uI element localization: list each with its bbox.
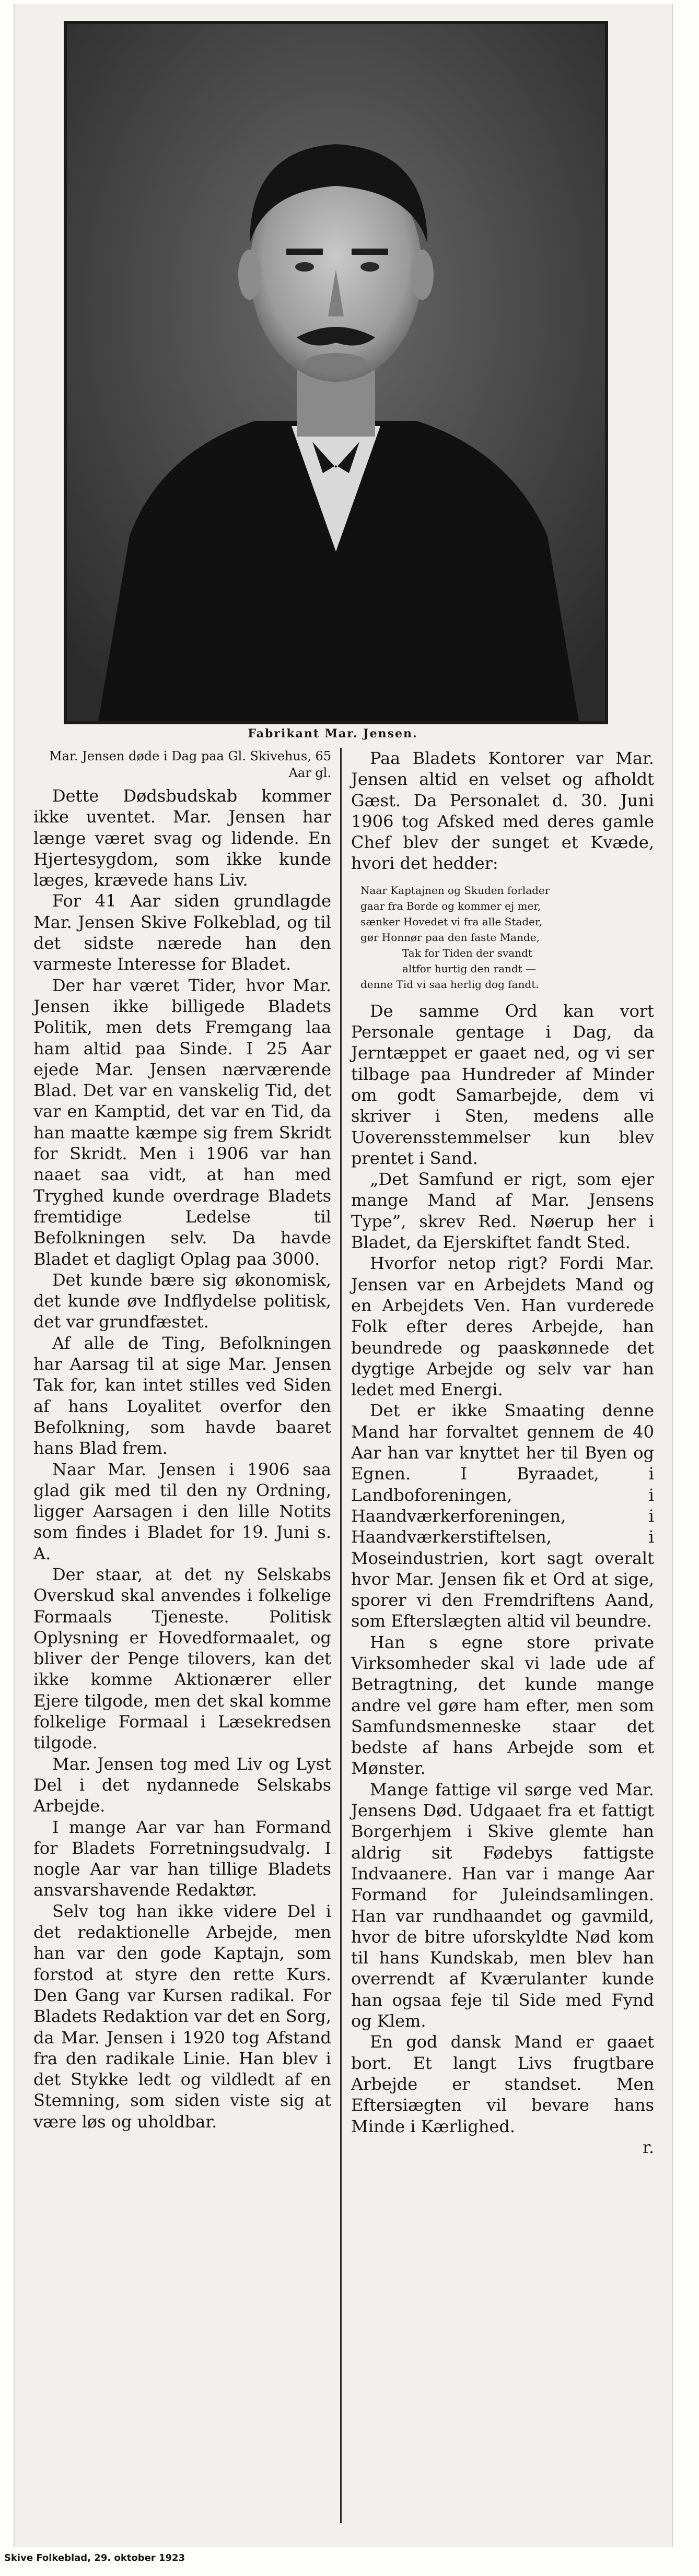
paragraph: Det er ikke Smaating denne Mand har forvaltet gennem de 40 Aar han var knyttet her til Byen og Egnen. I Byraadet, i Landboforeningen, i Haandværkerforeningen, i Haandværkerstiftelsen, i Moseindustrien, kort sagt overalt hvor Mar. Jensen fik et Ord at sige, sporer vi den Fremdriftens Aand, som Efterslægten altid vil beundre. [351,1401,654,1631]
paragraph: „Det Samfund er rigt, som ejer mange Mand af Mar. Jensens Type”, skrev Red. Nøerup her i Bladet, da Ejerskiftet fandt Sted. [351,1169,654,1253]
paragraph: De samme Ord kan vort Personale gentage i Dag, da Jerntæppet er gaaet ned, og vi ser tilbage paa Hundreder af Minder om godt Samarbejde, dem vi skriver i Sten, medens alle Uoverensstemmelser kun blev prentet i Sand. [351,1001,654,1168]
paragraph: Der har været Tider, hvor Mar. Jensen ikke billigede Bladets Politik, men dets Fremgang laa ham altid paa Sinde. I 25 Aar ejede Mar. Jensen nærværende Blad. Det var en vanskelig Tid, det var en Kamptid, det var en Tid, da han maatte kæmpe sig frem Skridt for Skridt. Men i 1906 var han naaet saa vidt, at han med Tryghed kunde overdrage Bladets fremtidige Ledelse til Befolkningen selv. Da havde Bladet et dagligt Oplag paa 3000. [33,975,331,1269]
paragraph: Det kunde bære sig økonomisk, det kunde øve Indflydelse politisk, det var grundfæstet. [33,1269,331,1332]
paragraph: Mange fattige vil sørge ved Mar. Jensens Død. Udgaaet fra et fattigt Borgerhjem i Skive glemte han aldrig sit Fødebys fattigste Indvaanere. Han var i mange Aar Formand for Juleindsamlingen. Han var rundhaandet og gavmild, hvor de bitre uforskyldte Nød kom til hans Kundskab, men blev han overrendt af Kværulanter kunde han ogsaa feje til Side med Fynd og Klem. [351,1779,654,2031]
paragraph: Naar Mar. Jensen i 1906 saa glad gik med til den ny Ordning, ligger Aarsagen i den lille Notits som findes i Bladet for 19. Juni s. A. [33,1459,331,1563]
paragraph: En god dansk Mand er gaaet bort. Et langt Livs frugtbare Arbejde er standset. Men Eftersiægten vil bevare hans Minde i Kærlighed. [351,2032,654,2136]
column-divider [340,748,342,2523]
verse-line: gør Honnør paa den faste Mande, [360,931,540,944]
death-notice: Mar. Jensen døde i Dag paa Gl. Skivehus, 65 Aar gl. [49,749,331,780]
verse-line: Naar Kaptajnen og Skuden forlader [360,884,550,897]
verse-line: gaar fra Borde og kommer ej mer, [360,899,541,912]
paragraph: Dette Dødsbudskab kommer ikke uventet. Mar. Jensen har længe været svag og lidende. En Hjertesygdom, som ikke kunde læges, krævede hans Liv. [33,786,331,890]
photo-caption: Fabrikant Mar. Jensen. [248,727,418,740]
verse-line: Tak for Tiden der svandt [402,946,532,959]
verse-line: sænker Hovedet vi fra alle Stader, [360,915,542,928]
paragraph: Selv tog han ikke videre Del i det redaktionelle Arbejde, men han var den gode Kaptajn, som forstod at styre den rette Kurs. Den Gang var Kursen radikal. For Bladets Redaktion var det en Sorg, da Mar. Jensen i 1920 tog Afstand fra den radikale Linie. Han blev i det Stykke ledt og vildledt af en Stemning, som siden viste sig at være løs og uholdbar. [33,1901,331,2132]
left-column [33,748,331,2132]
source-footer: Skive Folkeblad, 29. oktober 1923 [4,2553,185,2563]
paragraph: Der staar, at det ny Selskabs Overskud skal anvendes i folkelige Formaals Tjeneste. Politisk Oplysning er Hovedformaalet, og bliver der Penge tilovers, kan det ikke komme Aktionærer eller Ejere tilgode, men det skal komme folkelige Formaal i Læsekredsen tilgode. [33,1564,331,1753]
portrait-photo [64,21,608,724]
paragraph: I mange Aar var han Formand for Bladets Forretningsudvalg. I nogle Aar var han tillige Bladets ansvarshavende Redaktør. [33,1817,331,1900]
paragraph: Mar. Jensen tog med Liv og Lyst Del i det nydannede Selskabs Arbejde. [33,1754,331,1816]
paragraph: Han s egne store private Virksomheder skal vi lade ude af Betragtning, det kunde mange andre vel gøre ham efter, men som Samfundsmenneske staar det bedste af hans Arbejde som et Mønster. [351,1632,654,1779]
paragraph: Paa Bladets Kontorer var Mar. Jensen altid en velset og afholdt Gæst. Da Personalet d. 30. Juni 1906 tog Afsked med deres gamle Chef blev der sunget et Kvæde, hvori det hedder: [351,748,654,874]
signature: r. [643,2137,654,2157]
portrait-image [67,24,605,721]
paragraph: For 41 Aar siden grundlagde Mar. Jensen Skive Folkeblad, og til det sidste nærede han den varmeste Interesse for Bladet. [33,891,331,974]
verse-line: denne Tid vi saa herlig dog fandt. [360,978,539,991]
verse-line: altfor hurtig den randt — [402,962,537,975]
paragraph: Hvorfor netop rigt? Fordi Mar. Jensen var en Arbejdets Mand og en Arbejdets Ven. Han vurderede Folk efter deres Arbejde, han beundrede og paaskønnede det dygtige Arbejde og selv var han ledet med Energi. [351,1253,654,1400]
right-column [351,748,654,2158]
paragraph: Af alle de Ting, Befolkningen har Aarsag til at sige Mar. Jensen Tak for, kan intet stilles ved Siden af hans Loyalitet overfor den Befolkning, som havde baaret hans Blad frem. [33,1333,331,1458]
song-verse [360,883,654,992]
